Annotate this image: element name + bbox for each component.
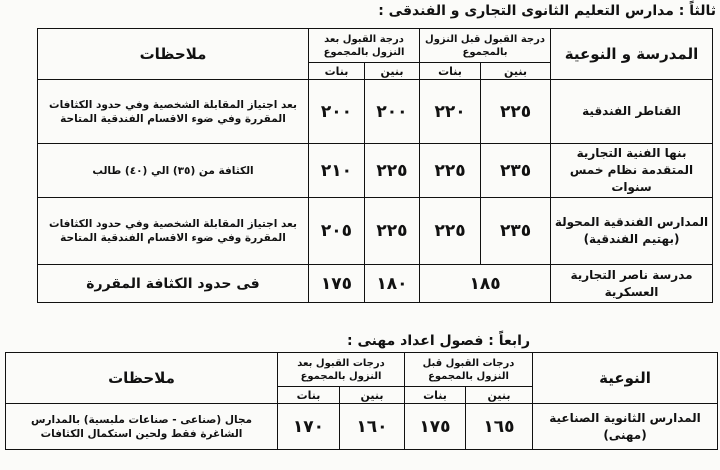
before-girls-score: ٢٢٥ (420, 198, 481, 265)
type-name: المدارس الثانوية الصناعية (مهنى) (533, 404, 718, 450)
notes-cell: بعد اجتياز المقابلة الشخصية وفي حدود الكثافات المقررة وفي ضوء الاقسام الفندقية المتاحة (38, 198, 309, 265)
school-name: مدرسة ناصر التجارية العسكرية (551, 265, 713, 303)
notes-cell: فى حدود الكثافة المقررة (38, 265, 309, 303)
table-row (38, 144, 713, 198)
school-name: القناطر الفندقية (551, 80, 713, 144)
table-row (6, 404, 718, 450)
after-boys-score: ٢٠٠ (365, 80, 420, 144)
after-group-header: درجة القبول بعد النزول بالمجموع (309, 29, 420, 63)
before-group-header: درجات القبول قبل النزول بالمجموع (405, 353, 533, 387)
school-name: بنها الفنية التجارية المتقدمة نظام خمس سنوات (551, 144, 713, 198)
girls-header: بنات (278, 387, 340, 404)
type-header: النوعية (533, 353, 718, 404)
boys-header: بنين (365, 63, 420, 80)
before-girls-score: ٢٢٠ (420, 80, 481, 144)
girls-header: بنات (405, 387, 466, 404)
notes-cell: بعد اجتياز المقابلة الشخصية وفي حدود الكثافات المقررة وفي ضوء الاقسام الفندقية المتاحة (38, 80, 309, 144)
vocational-prep-table (5, 352, 718, 450)
after-boys-score: ٢٢٥ (365, 144, 420, 198)
girls-header: بنات (309, 63, 365, 80)
school-name: المدارس الفندقية المحولة (بهتيم الفندقية) (551, 198, 713, 265)
notes-header: ملاحظات (38, 29, 309, 80)
girls-header: بنات (420, 63, 481, 80)
boys-header: بنين (466, 387, 533, 404)
after-girls-score: ٢٠٥ (309, 198, 365, 265)
before-merged-score: ١٨٥ (420, 265, 551, 303)
before-girls-score: ٢٢٥ (420, 144, 481, 198)
before-boys-score: ١٦٥ (466, 404, 533, 450)
after-boys-score: ١٨٠ (365, 265, 420, 303)
table-row (38, 80, 713, 144)
after-boys-score: ٢٢٥ (365, 198, 420, 265)
boys-header: بنين (340, 387, 405, 404)
after-girls-score: ٢١٠ (309, 144, 365, 198)
before-boys-score: ٢٣٥ (481, 144, 551, 198)
before-group-header: درجة القبول قبل النزول بالمجموع (420, 29, 551, 63)
table-row (38, 198, 713, 265)
before-girls-score: ١٧٥ (405, 404, 466, 450)
after-boys-score: ١٦٠ (340, 404, 405, 450)
boys-header: بنين (481, 63, 551, 80)
table-row (38, 265, 713, 303)
notes-cell: مجال (صناعى - صناعات ملبسية) بالمدارس الشاغرة فقط ولحين استكمال الكثافات (6, 404, 278, 450)
before-boys-score: ٢٣٥ (481, 198, 551, 265)
after-girls-score: ٢٠٠ (309, 80, 365, 144)
commercial-hotel-schools-table (37, 28, 713, 303)
notes-header: ملاحظات (6, 353, 278, 404)
section3-heading: ثالثاً : مدارس التعليم الثانوى التجارى و الفندقى : (378, 3, 716, 19)
notes-cell: الكثافة من (٣٥) الي (٤٠) طالب (38, 144, 309, 198)
school-type-header: المدرسة و النوعية (551, 29, 713, 80)
after-girls-score: ١٧٥ (309, 265, 365, 303)
section4-heading: رابعاً : فصول اعداد مهنى : (347, 333, 530, 349)
after-group-header: درجات القبول بعد النزول بالمجموع (278, 353, 405, 387)
after-girls-score: ١٧٠ (278, 404, 340, 450)
before-boys-score: ٢٢٥ (481, 80, 551, 144)
